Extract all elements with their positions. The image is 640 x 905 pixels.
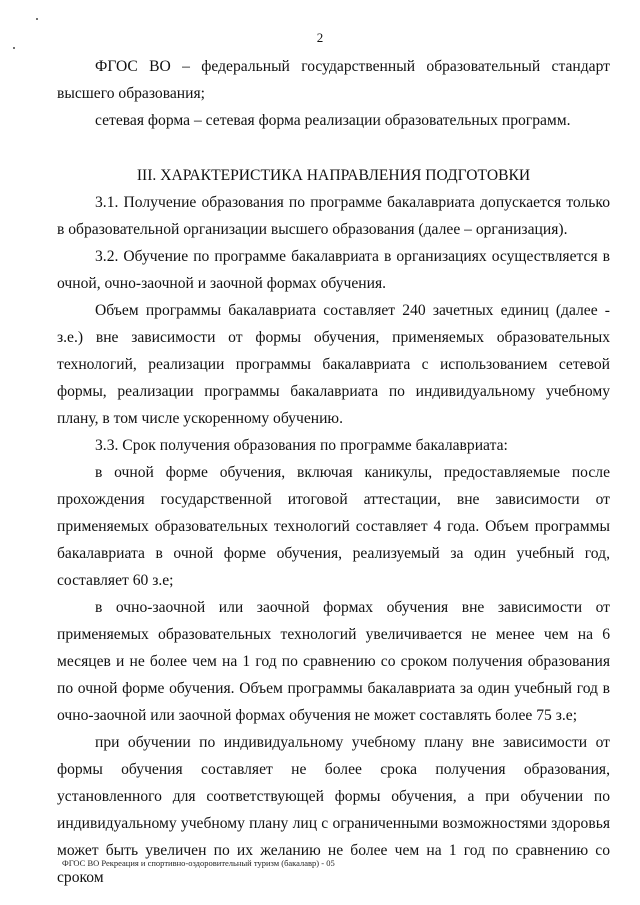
footer-note: ФГОС ВО Рекреация и спортивно-оздоровительный туризм (бакалавр) - 05 bbox=[62, 858, 335, 868]
paragraph-individual-plan: при обучении по индивидуальному учебному плану вне зависимости от формы обучения составляет не более срока получения образования, установленного для соответствующей формы обучения, а при обучении по индивидуальному учебному плану лиц с ограниченными возможностями здоровья может быть увеличен по их желанию не более чем на 1 год по сравнению со сроком bbox=[57, 734, 610, 886]
scan-speck bbox=[36, 18, 38, 20]
paragraph-3-3: 3.3. Срок получения образования по программе бакалавриата: bbox=[95, 437, 508, 454]
paragraph-3-1: 3.1. Получение образования по программе бакалавриата допускается только в образовательной организации высшего образования (далее – организация). bbox=[57, 194, 610, 238]
page-number: 2 bbox=[316, 30, 324, 45]
paragraph-full-time: в очной форме обучения, включая каникулы, предоставляемые после прохождения государственной итоговой аттестации, вне зависимости от применяемых образовательных технологий составляет 4 года. Объем программы бакалавриата в очной форме обучения, реализуемый за один учебный год, составляет 60 з.е; bbox=[57, 464, 610, 589]
document-body bbox=[57, 53, 610, 891]
paragraph-3-2: 3.2. Обучение по программе бакалавриата в организациях осуществляется в очной, очно-заочной и заочной формах обучения. bbox=[57, 248, 610, 292]
paragraph-part-time: в очно-заочной или заочной формах обучения вне зависимости от применяемых образовательных технологий увеличивается не менее чем на 6 месяцев и не более чем на 1 год по сравнению со сроком получения образования по очной форме обучения. Объем программы бакалавриата за один учебный год в очно-заочной или заочной формах обучения не может составлять более 75 з.е; bbox=[57, 599, 610, 724]
section-title: III. ХАРАКТЕРИСТИКА НАПРАВЛЕНИЯ ПОДГОТОВКИ bbox=[136, 167, 531, 184]
abbreviation-fgos: ФГОС ВО – федеральный государственный образовательный стандарт высшего образования; bbox=[57, 58, 610, 102]
scan-speck bbox=[13, 47, 15, 49]
abbreviation-network-form: сетевая форма – сетевая форма реализации образовательных программ. bbox=[95, 112, 571, 129]
paragraph-volume: Объем программы бакалавриата составляет 240 зачетных единиц (далее - з.е.) вне зависимости от формы обучения, применяемых образовательных технологий, реализации программы бакалавриата с использованием сетевой формы, реализации программы бакалавриата по индивидуальному учебному плану, в том числе ускоренному обучению. bbox=[57, 302, 610, 427]
